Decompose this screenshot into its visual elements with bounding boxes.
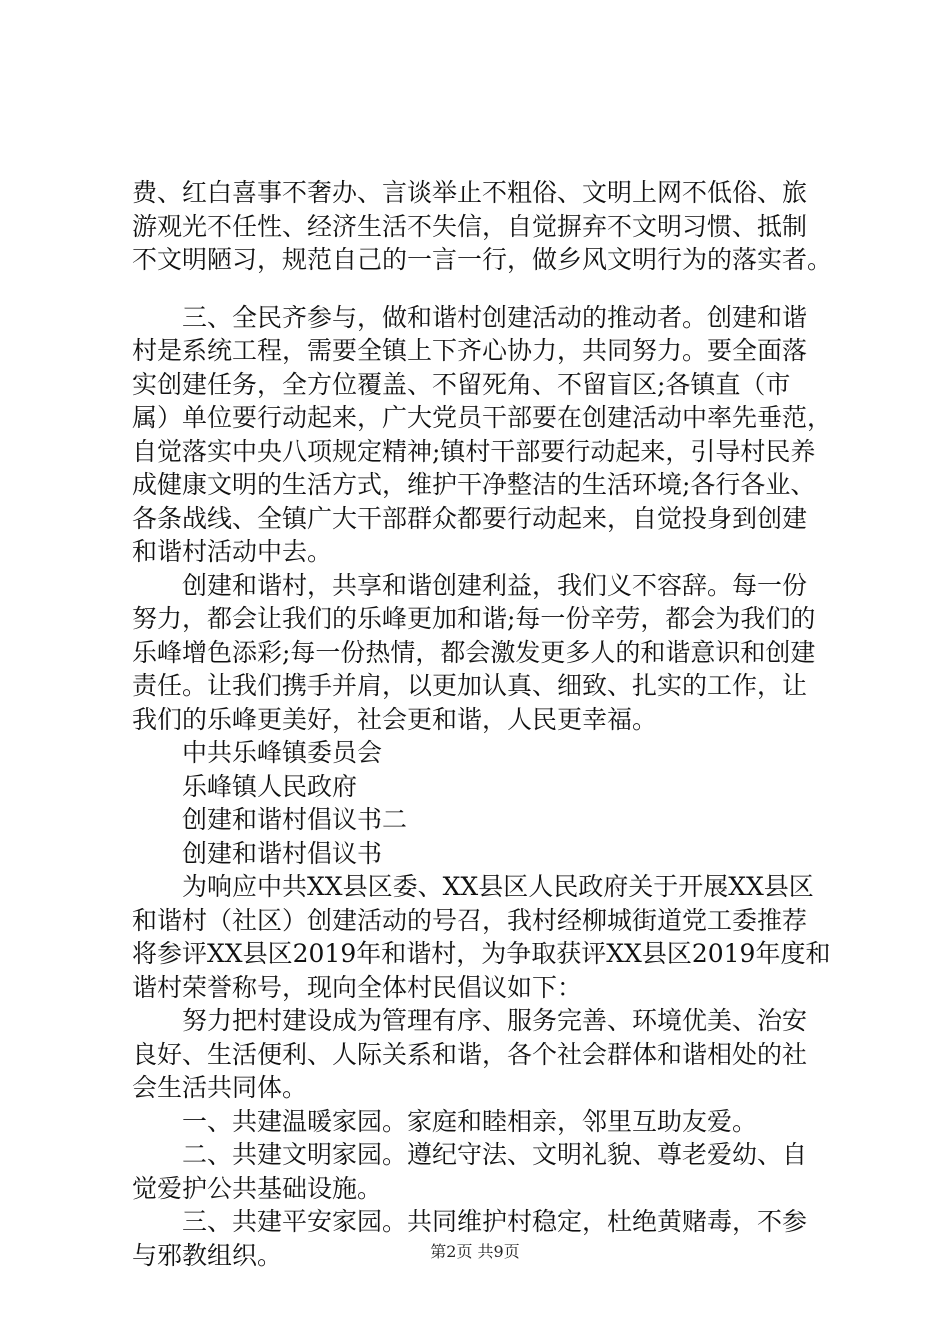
paragraph-line: 乐峰增色添彩;每一份热情，都会激发更多人的和谐意识和创建 bbox=[132, 637, 816, 667]
paragraph-line: 属）单位要行动起来，广大党员干部要在创建活动中率先垂范， bbox=[132, 403, 833, 432]
paragraph-line: 为响应中共XX县区委、XX县区人民政府关于开展XX县区 bbox=[132, 872, 814, 901]
paragraph-gap bbox=[132, 277, 862, 301]
paragraph-line: 不文明陋习，规范自己的一言一行，做乡风文明行为的落实者。 bbox=[132, 245, 833, 274]
paragraph-line: 自觉落实中央八项规定精神;镇村干部要行动起来，引导村民养 bbox=[132, 436, 816, 466]
paragraph-line: 一、共建温暖家园。家庭和睦相亲，邻里互助友爱。 bbox=[132, 1106, 758, 1136]
paragraph-line: 村是系统工程，需要全镇上下齐心协力，共同努力。要全面落 bbox=[132, 336, 808, 365]
paragraph-line: 觉爱护公共基础设施。 bbox=[132, 1173, 383, 1203]
paragraph-line: 成健康文明的生活方式，维护干净整洁的生活环境;各行各业、 bbox=[132, 470, 816, 499]
paragraph-line: 努力把村建设成为管理有序、服务完善、环境优美、治安 bbox=[132, 1006, 808, 1035]
heading-line: 创建和谐村倡议书 bbox=[132, 838, 383, 868]
paragraph-line: 责任。让我们携手并肩，以更加认真、细致、扎实的工作，让 bbox=[132, 671, 808, 700]
paragraph-line: 与邪教组织。 bbox=[132, 1240, 283, 1270]
paragraph-line: 我们的乐峰更美好，社会更和谐，人民更幸福。 bbox=[132, 704, 658, 734]
paragraph-line: 实创建任务，全方位覆盖、不留死角、不留盲区;各镇直（市 bbox=[132, 369, 791, 399]
paragraph-line: 会生活共同体。 bbox=[132, 1073, 308, 1102]
paragraph-line: 良好、生活便利、人际关系和谐，各个社会群体和谐相处的社 bbox=[132, 1039, 808, 1069]
heading-line: 创建和谐村倡议书二 bbox=[132, 805, 408, 834]
paragraph-line: 二、共建文明家园。遵纪守法、文明礼貌、尊老爱幼、自 bbox=[132, 1140, 808, 1169]
signature-line: 中共乐峰镇委员会 bbox=[132, 738, 383, 767]
paragraph-line: 和谐村（社区）创建活动的号召，我村经柳城街道党工委推荐 bbox=[132, 905, 808, 935]
page-number-footer: 第2页 共9页 bbox=[430, 1242, 520, 1261]
paragraph-line: 游观光不任性、经济生活不失信，自觉摒弃不文明习惯、抵制 bbox=[132, 211, 808, 241]
paragraph-line: 三、共建平安家园。共同维护村稳定，杜绝黄赌毒，不参 bbox=[132, 1207, 808, 1236]
paragraph-line: 三、全民齐参与，做和谐村创建活动的推动者。创建和谐 bbox=[132, 302, 808, 332]
paragraph-line: 和谐村活动中去。 bbox=[132, 537, 333, 566]
paragraph-line: 创建和谐村，共享和谐创建利益，我们义不容辞。每一份 bbox=[132, 570, 808, 600]
paragraph-line: 谐村荣誉称号，现向全体村民倡议如下： bbox=[132, 972, 583, 1002]
paragraph-line: 各条战线、全镇广大干部群众都要行动起来，自觉投身到创建 bbox=[132, 503, 808, 533]
document-body bbox=[132, 176, 862, 1272]
paragraph-line: 努力，都会让我们的乐峰更加和谐;每一份辛劳，都会为我们的 bbox=[132, 604, 816, 633]
paragraph-line: 费、红白喜事不奢办、言谈举止不粗俗、文明上网不低俗、旅 bbox=[132, 178, 808, 207]
paragraph-line: 将参评XX县区2019年和谐村，为争取获评XX县区2019年度和 bbox=[132, 939, 831, 968]
signature-line: 乐峰镇人民政府 bbox=[132, 771, 358, 801]
